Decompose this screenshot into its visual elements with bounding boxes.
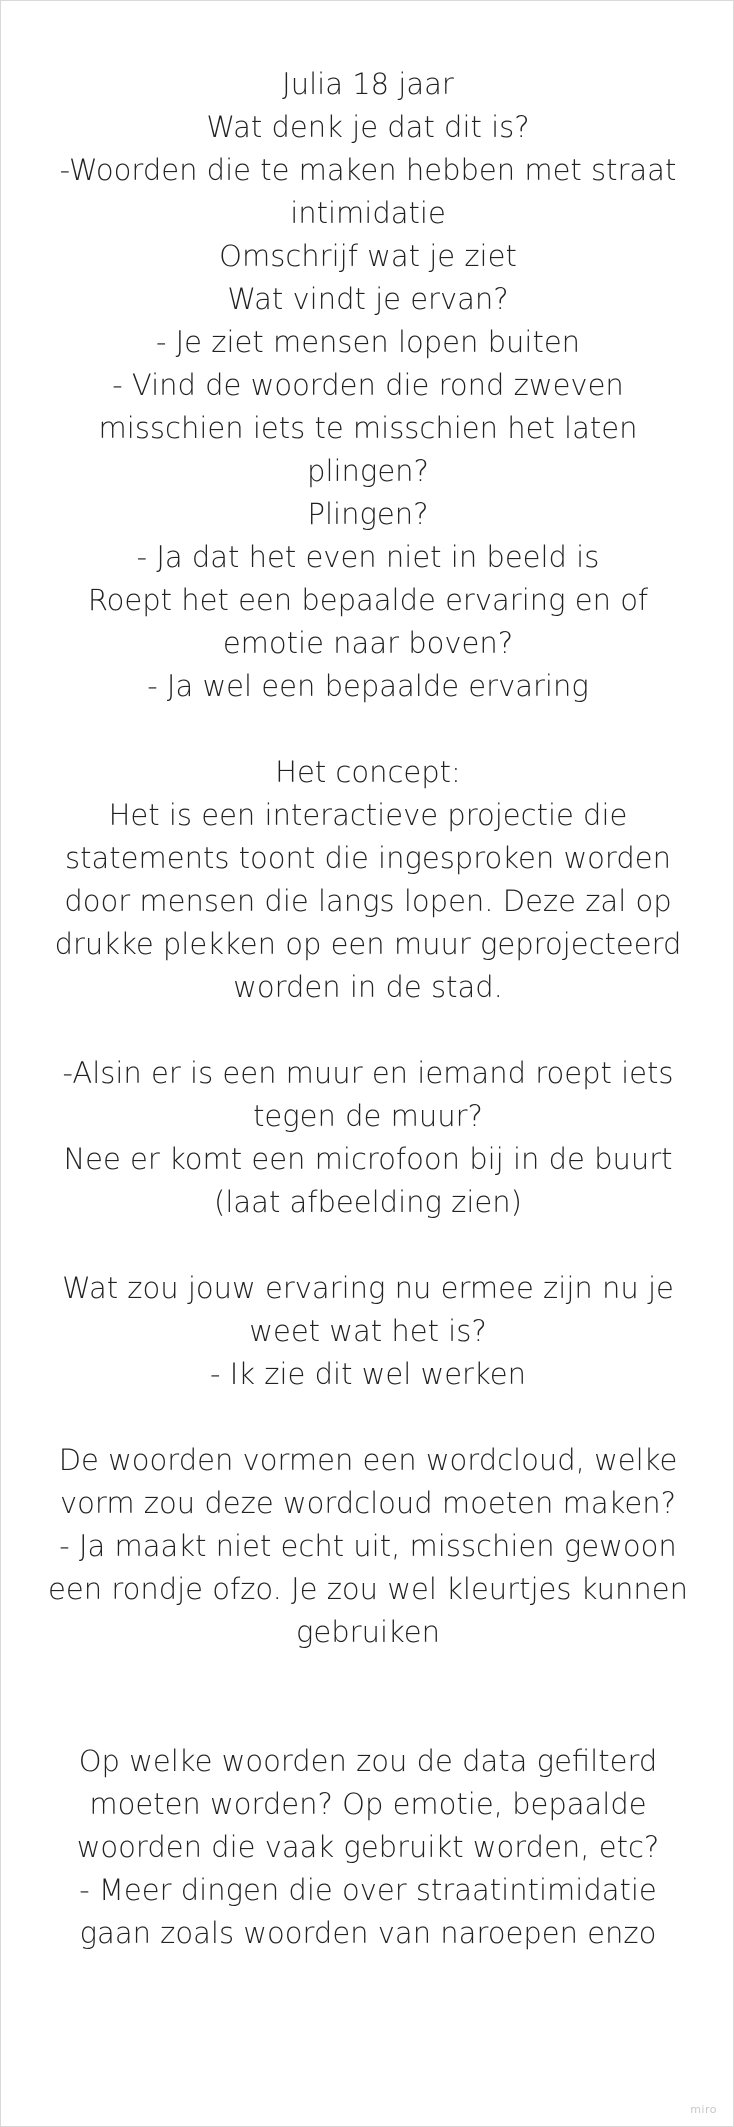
note-line: gebruiken	[296, 1615, 440, 1649]
note-line: een rondje ofzo. Je zou wel kleurtjes kunnen	[48, 1572, 688, 1606]
note-line: Julia 18 jaar	[282, 67, 454, 101]
note-line: door mensen die langs lopen. Deze zal op	[64, 884, 672, 918]
note-line: - Vind de woorden die rond zweven	[112, 368, 624, 402]
note-line: Roept het een bepaalde ervaring en of	[87, 583, 649, 617]
blank-line	[35, 708, 701, 751]
blank-line	[35, 1009, 701, 1052]
note-line: -Alsin er is een muur en iemand roept iets	[62, 1056, 674, 1090]
note-line: Plingen?	[307, 497, 429, 531]
blank-line	[35, 1396, 701, 1439]
note-line: worden in de stad.	[233, 970, 503, 1004]
note-line: - Ik zie dit wel werken	[210, 1357, 526, 1391]
note-line: -Woorden die te maken hebben met straat	[59, 153, 677, 187]
note-line: - Ja maakt niet echt uit, misschien gewoon	[59, 1529, 677, 1563]
note-line: vorm zou deze wordcloud moeten maken?	[60, 1486, 676, 1520]
note-line: - Ja dat het even niet in beeld is	[136, 540, 600, 574]
note-line: drukke plekken op een muur geprojecteerd	[54, 927, 682, 961]
note-line: Nee er komt een microfoon bij in de buurt	[63, 1142, 673, 1176]
note-line: moeten worden? Op emotie, bepaalde	[89, 1787, 647, 1821]
note-line: plingen?	[307, 454, 429, 488]
note-line: Omschrijf wat je ziet	[219, 239, 517, 273]
note-line: Wat denk je dat dit is?	[206, 110, 530, 144]
blank-line	[35, 1654, 701, 1740]
note-line: statements toont die ingesproken worden	[65, 841, 671, 875]
section-heading: Het concept:	[275, 755, 461, 789]
note-line: Het is een interactieve projectie die	[108, 798, 628, 832]
note-line: - Ja wel een bepaalde ervaring	[147, 669, 589, 703]
note-line: Wat vindt je ervan?	[227, 282, 509, 316]
note-line: weet wat het is?	[249, 1314, 487, 1348]
note-line: gaan zoals woorden van naroepen enzo	[79, 1916, 657, 1950]
note-line: (laat afbeelding zien)	[214, 1185, 522, 1219]
miro-watermark: miro	[690, 2103, 717, 2116]
note-line: emotie naar boven?	[222, 626, 514, 660]
note-line: Op welke woorden zou de data gefilterd	[78, 1744, 658, 1778]
note-line: woorden die vaak gebruikt worden, etc?	[76, 1830, 660, 1864]
note-line: De woorden vormen een wordcloud, welke	[58, 1443, 678, 1477]
blank-line	[35, 1224, 701, 1267]
note-text	[35, 63, 701, 1955]
note-line: intimidatie	[290, 196, 446, 230]
note-line: - Je ziet mensen lopen buiten	[155, 325, 581, 359]
note-line: - Meer dingen die over straatintimidatie	[79, 1873, 657, 1907]
note-line: Wat zou jouw ervaring nu ermee zijn nu je	[62, 1271, 674, 1305]
note-line: tegen de muur?	[253, 1099, 483, 1133]
note-line: misschien iets te misschien het laten	[98, 411, 638, 445]
